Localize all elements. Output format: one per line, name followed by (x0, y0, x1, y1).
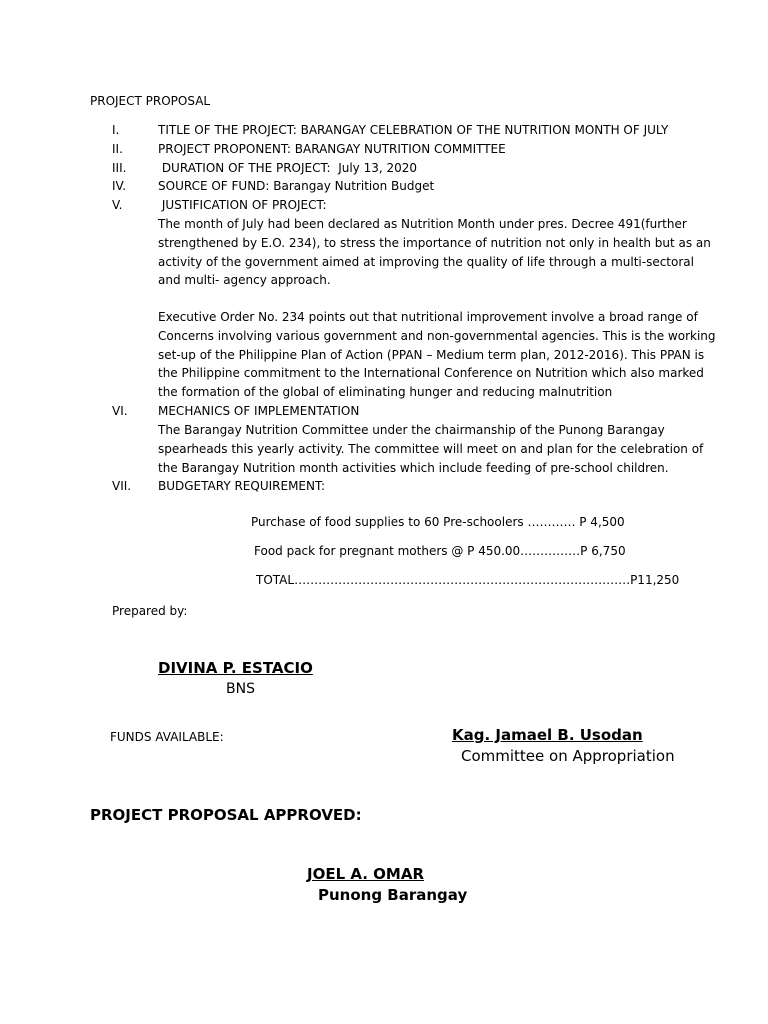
mechanics-paragraph: The Barangay Nutrition Committee under the chairmanship of the Punong Barangay spearheads this yearly activity. The committee will meet on and plan for the celebration of the Barangay Nutrition month activities which include feeding of pre-school children. (158, 423, 704, 475)
item-duration: DURATION OF THE PROJECT: July 13, 2020 (158, 161, 418, 175)
funds-available-label: FUNDS AVAILABLE: (110, 730, 224, 744)
preparer-name: DIVINA P. ESTACIO (158, 659, 313, 677)
prepared-by-label: Prepared by: (112, 604, 188, 618)
item-number: VII. (112, 479, 132, 493)
item-number: V. (112, 198, 123, 212)
justification-paragraph-1: The month of July had been declared as Nutrition Month under pres. Decree 491(further strengthened by E.O. 234), to stress the importance of nutrition not only in health but as an activity of the government aimed at improving the quality of life through a multi-sectoral and multi- agency approach. (158, 217, 711, 288)
item-justification: JUSTIFICATION OF PROJECT: (158, 198, 327, 212)
item-proponent: PROJECT PROPONENT: BARANGAY NUTRITION COMMITTEE (158, 142, 506, 156)
justification-paragraph-2: Executive Order No. 234 points out that nutritional improvement involve a broad range of Concerns involving various government and non-governmental agencies. This is the working set-up of the Philippine Plan of Action (PPAN – Medium term plan, 2012-2016). This PPAN is the Philippine commitment to the International Conference on Nutrition which also marked the formation of the global of eliminating hunger and reducing malnutrition (158, 310, 716, 400)
item-budgetary-requirement: BUDGETARY REQUIREMENT: (158, 479, 326, 493)
item-title: TITLE OF THE PROJECT: BARANGAY CELEBRATION OF THE NUTRITION MONTH OF JULY (158, 123, 669, 137)
document-heading: PROJECT PROPOSAL (90, 94, 211, 108)
appropriation-name: Kag. Jamael B. Usodan (452, 726, 643, 744)
item-mechanics: MECHANICS OF IMPLEMENTATION (158, 404, 360, 418)
approved-label: PROJECT PROPOSAL APPROVED: (90, 806, 362, 824)
item-source-of-fund: SOURCE OF FUND: Barangay Nutrition Budget (158, 179, 435, 193)
item-number: I. (112, 123, 120, 137)
item-number: II. (112, 142, 123, 156)
budget-line-food-pack: Food pack for pregnant mothers @ P 450.00……………P 6,750 (254, 544, 626, 558)
approver-title: Punong Barangay (318, 886, 468, 904)
budget-line-total: TOTAL…………………………………………………………………………P11,250 (256, 573, 680, 587)
preparer-title: BNS (226, 681, 255, 697)
item-number: III. (112, 161, 127, 175)
item-number: VI. (112, 404, 128, 418)
item-number: IV. (112, 179, 127, 193)
approver-name: JOEL A. OMAR (307, 865, 425, 883)
budget-line-food-supplies: Purchase of food supplies to 60 Pre-schoolers ………… P 4,500 (251, 515, 625, 529)
appropriation-title: Committee on Appropriation (461, 747, 675, 765)
